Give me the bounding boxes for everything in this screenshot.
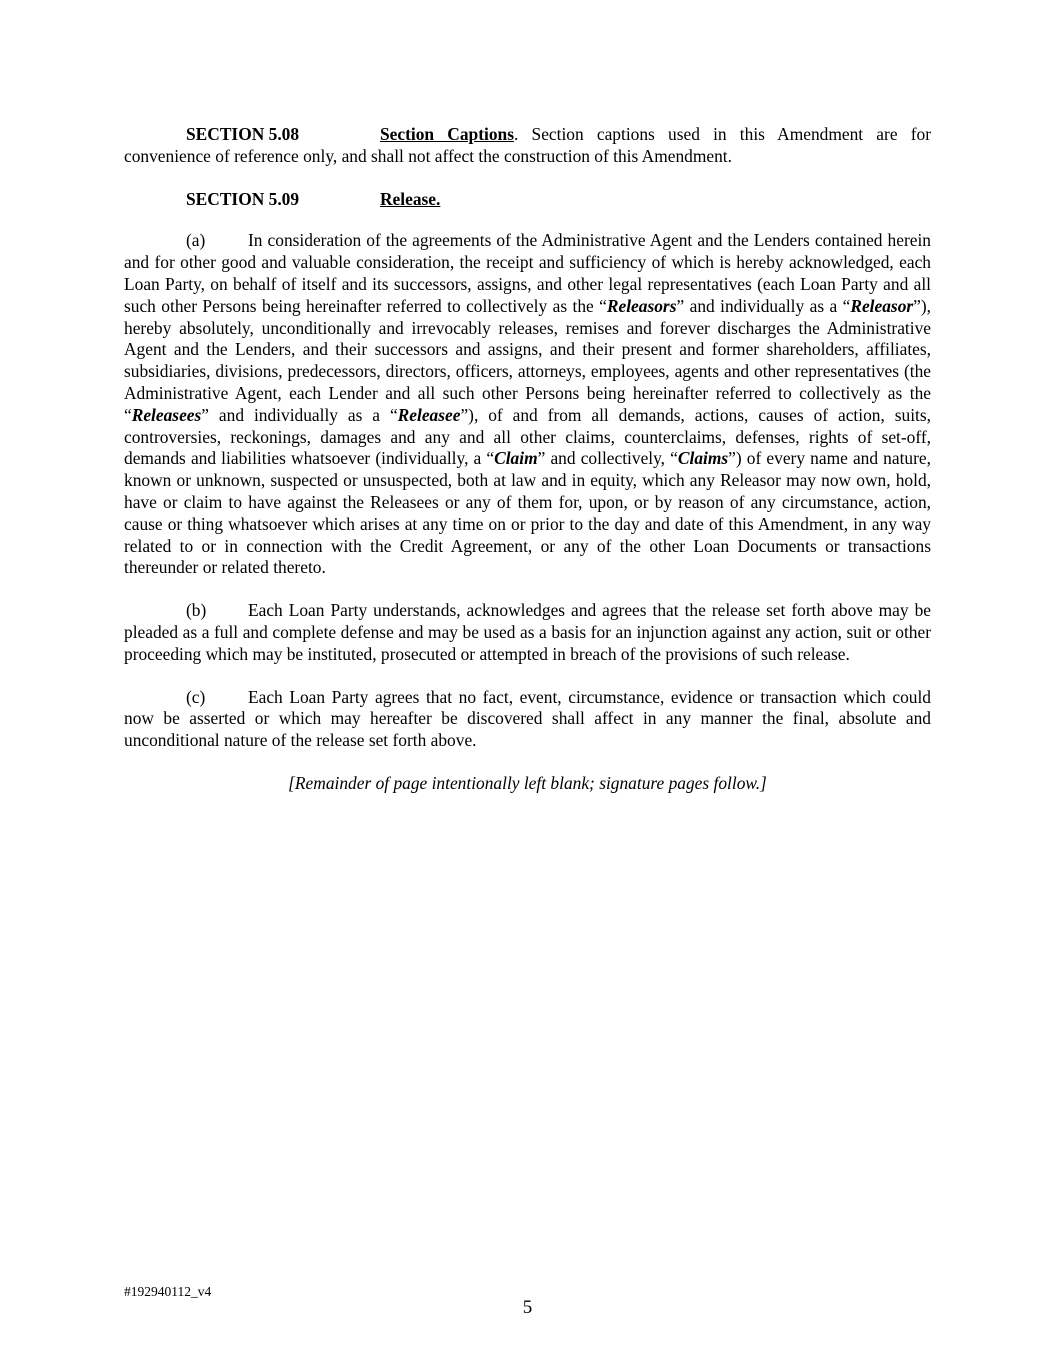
paragraph-c [124,687,931,752]
paragraph-a-text-3: ”), hereby absolutely, unconditionally and irrevocably releases, remises and forever discharges the Administrative Agent and the Lenders, and their successors and assigns, and their present and former shareholders, affiliates, subsidiaries, divisions, predecessors, directors, officers, attorneys, employees, agents and other representatives (the Administrative Agent, each Lender and all such other Persons being hereinafter referred to collectively as the “ [124,295,932,425]
section-5-08-number: SECTION 5.08 [186,124,300,144]
page-number: 5 [522,1297,533,1318]
paragraph-a-text-5: ”), of and from all demands, actions, causes of action, suits, controversies, reckonings, damages and any and all other claims, counterclaims, defenses, rights of set-off, demands and liabilities whatsoever (individually, a “ [124,404,931,469]
paragraph-b-label: (b) [186,600,207,621]
section-5-08-caption: Section Captions [380,124,514,144]
defined-term-releasors: Releasors [606,295,677,316]
defined-term-releasor: Releasor [850,295,914,316]
paragraph-c-label: (c) [186,686,206,707]
paragraph-a-text-7: ”) of every name and nature, known or unknown, suspected or unsuspected, both at law and in equity, which any Releasor may now own, hold, have or claim to have against the Releasees or any of them for, upon, or by reason of any circumstance, action, cause or thing whatsoever which arises at any time on or prior to the day and date of this Amendment, in any way related to or in connection with the Credit Agreement, or any of the other Loan Documents or transactions thereunder or related thereto. [124,448,931,578]
section-5-08-body: . Section captions used in this Amendment are for convenience of reference only, and shall not affect the construction of this Amendment. [124,124,931,166]
defined-term-releasees: Releasees [131,404,202,425]
document-page [124,124,931,795]
defined-term-releasee: Releasee [397,404,461,425]
section-5-09-caption: Release. [380,188,441,209]
paragraph-a-text-4: ” and individually as a “ [201,404,398,425]
paragraph-c-text: Each Loan Party agrees that no fact, event, circumstance, evidence or transaction which could now be asserted or which may hereafter be discovered shall affect in any manner the final, absolute and unconditional nature of the release set forth above. [124,686,931,751]
paragraph-a-text-1: In consideration of the agreements of the Administrative Agent and the Lenders contained herein and for other good and valuable consideration, the receipt and sufficiency of which is hereby acknowledged, each Loan Party, on behalf of itself and its successors, assigns, and other legal representatives (each Loan Party and all such other Persons being hereinafter referred to collectively as the “ [124,230,931,316]
paragraph-a-text-2: ” and individually as a “ [676,295,851,316]
paragraph-a [124,230,931,579]
paragraph-b [124,600,931,665]
paragraph-b-text: Each Loan Party understands, acknowledges and agrees that the release set forth above may be pleaded as a full and complete defense and may be used as a basis for an injunction against any action, suit or other proceeding which may be instituted, prosecuted or attempted in breach of the provisions of such release. [124,600,931,664]
section-5-08 [124,124,931,168]
section-5-09-heading [124,189,931,211]
defined-term-claim: Claim [494,448,538,469]
paragraph-a-label: (a) [186,230,206,251]
paragraph-a-text-6: ” and collectively, “ [537,448,678,469]
remainder-note: [Remainder of page intentionally left blank; signature pages follow.] [288,772,767,793]
document-id: #192940112_v4 [124,1284,212,1299]
section-5-09-number: SECTION 5.09 [186,188,300,209]
defined-term-claims: Claims [677,448,729,469]
